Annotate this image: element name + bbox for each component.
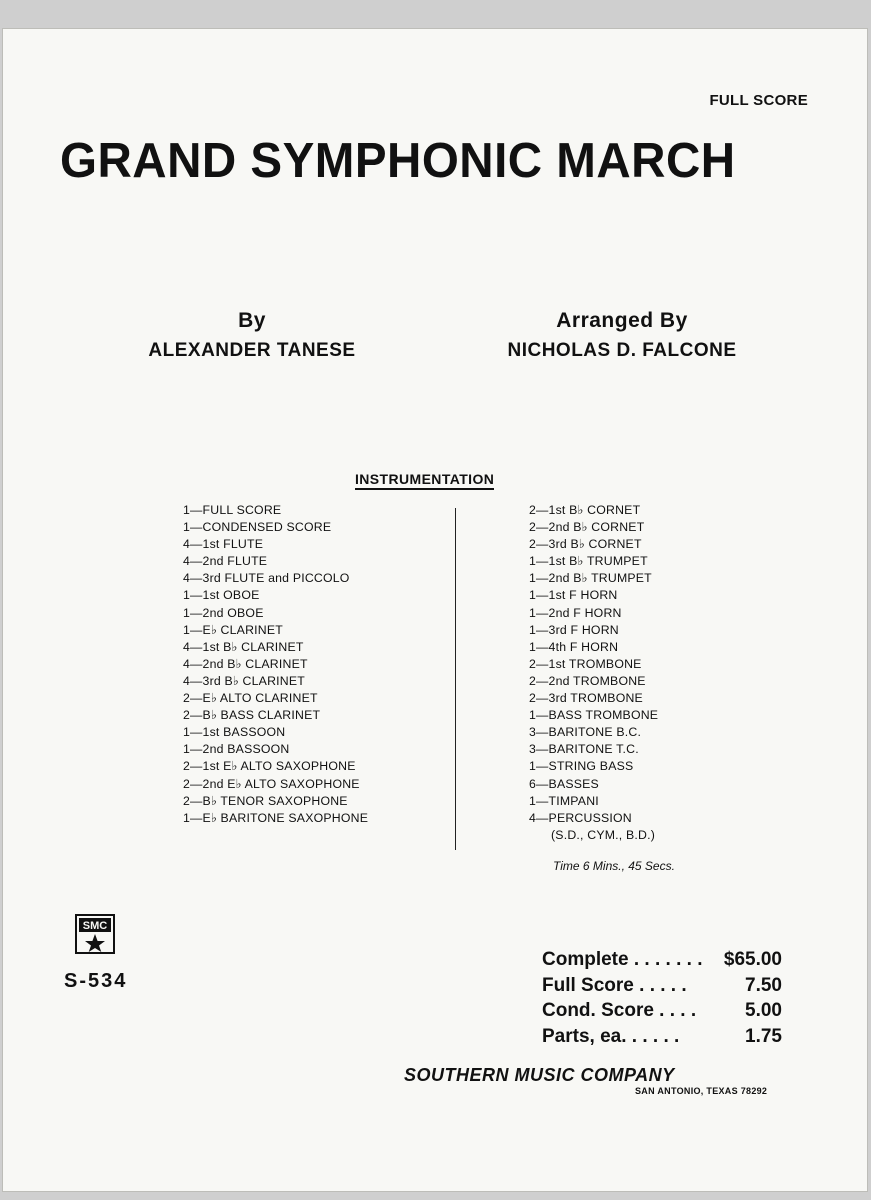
instrument-item: 1—1st B♭ TRUMPET (529, 554, 648, 569)
instrument-item: 2—B♭ BASS CLARINET (183, 708, 321, 723)
instrument-item: 4—2nd FLUTE (183, 554, 268, 569)
column-divider (455, 508, 456, 850)
instrument-item: 4—2nd B♭ CLARINET (183, 656, 308, 671)
smc-logo-icon (75, 914, 115, 954)
price-amount: 5.00 (745, 1000, 782, 1021)
price-amount: 1.75 (745, 1025, 782, 1047)
instrument-list-left (183, 502, 368, 827)
price-amount: 7.50 (745, 974, 782, 996)
instrument-item: 1—E♭ BARITONE SAXOPHONE (183, 810, 369, 825)
arranger-name: NICHOLAS D. FALCONE (507, 340, 737, 361)
price-row (542, 973, 782, 999)
instrument-item: 1—4th F HORN (529, 639, 619, 654)
instrument-item: 2—2nd B♭ CORNET (529, 520, 645, 535)
logo-text: SMC (82, 920, 108, 932)
instrument-item: 1—TIMPANI (529, 793, 599, 808)
instrument-item: 2—1st E♭ ALTO SAXOPHONE (183, 759, 356, 774)
instrument-item: 4—3rd B♭ CLARINET (183, 673, 305, 688)
catalog-number: S-534 (64, 970, 128, 992)
instrument-item: 2—2nd E♭ ALTO SAXOPHONE (183, 776, 360, 791)
instrument-item: 4—1st B♭ CLARINET (183, 639, 304, 654)
instrument-item: 1—FULL SCORE (183, 503, 282, 517)
instrument-item: 2—2nd TROMBONE (529, 673, 646, 688)
instrument-item: 1—1st BASSOON (183, 725, 286, 740)
instrument-item: 1—STRING BASS (529, 759, 634, 774)
instrument-item: 1—2nd B♭ TRUMPET (529, 571, 652, 586)
price-amount: $65.00 (723, 949, 782, 970)
edition-label: FULL SCORE (709, 92, 808, 109)
instrument-item: 4—1st FLUTE (183, 537, 264, 552)
price-label: Full Score . . . . . (542, 974, 687, 996)
instrument-list-right (529, 502, 658, 844)
price-label: Parts, ea. . . . . . (542, 1025, 680, 1047)
instrument-item: 2—B♭ TENOR SAXOPHONE (183, 793, 348, 808)
instrument-item: 1—1st F HORN (529, 588, 618, 603)
instrument-item: 1—2nd OBOE (183, 605, 264, 620)
instrument-item: 1—CONDENSED SCORE (183, 520, 332, 535)
composer-name: ALEXANDER TANESE (148, 340, 356, 361)
arranger-by-label: Arranged By (556, 309, 688, 332)
instrument-item: 1—2nd BASSOON (183, 742, 290, 757)
composer-by-label: By (238, 309, 266, 332)
arranger-credit (472, 306, 772, 366)
instrument-item: 6—BASSES (529, 776, 599, 791)
instrument-item: 1—E♭ CLARINET (183, 622, 283, 637)
price-row (542, 1024, 782, 1050)
instrument-item: 2—3rd B♭ CORNET (529, 537, 642, 552)
publisher-address: SAN ANTONIO, TEXAS 78292 (635, 1086, 768, 1096)
duration: Time 6 Mins., 45 Secs. (553, 859, 675, 873)
instrument-item: 1—3rd F HORN (529, 622, 619, 637)
instrument-item: 2—1st B♭ CORNET (529, 503, 641, 517)
instrument-item: 1—1st OBOE (183, 588, 260, 603)
price-row (542, 947, 782, 973)
page-title: GRAND SYMPHONIC MARCH (60, 134, 736, 188)
price-row (542, 998, 782, 1024)
price-label: Cond. Score . . . . (542, 1000, 697, 1021)
score-cover (2, 28, 868, 1192)
instrument-item: 1—2nd F HORN (529, 605, 622, 620)
composer-credit (102, 306, 402, 366)
instrument-item: 3—BARITONE B.C. (529, 725, 642, 740)
instrument-item: 2—E♭ ALTO CLARINET (183, 691, 318, 706)
smc-logo (75, 914, 115, 954)
price-label: Complete . . . . . . . (542, 949, 703, 970)
instrument-item-note: (S.D., CYM., B.D.) (551, 827, 656, 842)
instrument-item: 2—3rd TROMBONE (529, 691, 643, 706)
instrumentation-heading: INSTRUMENTATION (355, 471, 494, 490)
instrument-item: 4—3rd FLUTE and PICCOLO (183, 571, 350, 586)
instrument-item: 2—1st TROMBONE (529, 656, 642, 671)
instrument-item: 3—BARITONE T.C. (529, 742, 639, 757)
publisher-name: SOUTHERN MUSIC COMPANY (404, 1065, 675, 1085)
instrument-item: 1—BASS TROMBONE (529, 708, 659, 723)
price-list (542, 947, 782, 1049)
instrument-item: 4—PERCUSSION (529, 810, 632, 825)
